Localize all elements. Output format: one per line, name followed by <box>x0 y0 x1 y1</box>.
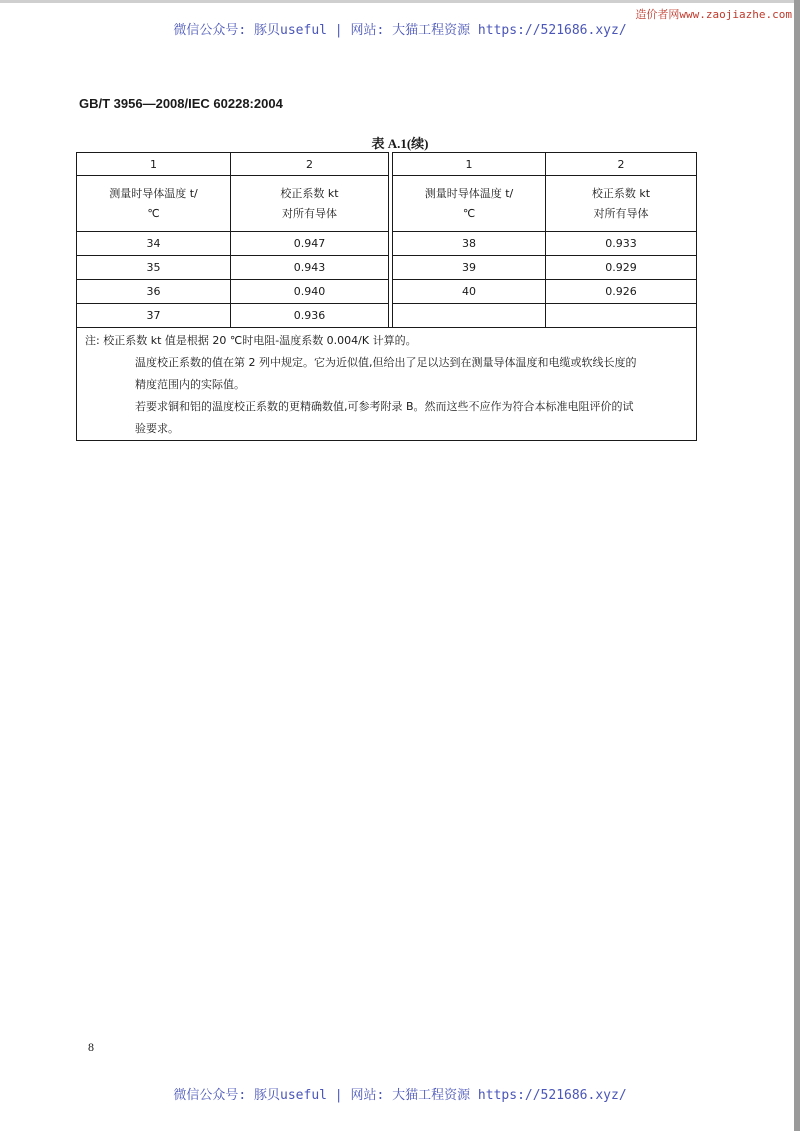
scan-top-edge <box>0 0 800 3</box>
watermark-bottom: 微信公众号: 豚贝useful | 网站: 大猫工程资源 https://521686.xyz/ <box>173 1088 627 1103</box>
page-number: 8 <box>88 1040 94 1054</box>
temperature-cell <box>393 304 546 328</box>
coefficient-cell: 0.940 <box>231 280 389 304</box>
header-row <box>77 176 697 232</box>
coefficient-header-scope: 对所有导体 <box>282 206 337 220</box>
note-line: 若要求铜和铝的温度校正系数的更精确数值,可参考附录 B。然而这些不应作为符合本标准电阻评价的试 <box>135 400 634 413</box>
temperature-cell: 39 <box>393 256 546 280</box>
note-row <box>77 328 697 441</box>
coefficient-cell <box>546 304 697 328</box>
temperature-header-label: 测量时导体温度 t/ <box>424 186 514 200</box>
temperature-header-unit: ℃ <box>462 206 476 220</box>
coefficient-cell: 0.933 <box>546 232 697 256</box>
table-row <box>77 256 697 280</box>
temperature-header <box>77 176 231 232</box>
temperature-header <box>393 176 546 232</box>
temperature-cell: 38 <box>393 232 546 256</box>
scan-right-edge <box>794 0 800 1131</box>
column-number: 2 <box>231 153 389 176</box>
note-line: 验要求。 <box>135 422 179 435</box>
temperature-cell: 37 <box>77 304 231 328</box>
note-line: 精度范围内的实际值。 <box>135 378 245 391</box>
coefficient-cell: 0.936 <box>231 304 389 328</box>
table-note <box>77 328 697 441</box>
watermark-corner: 造价者网www.zaojiazhe.com <box>635 8 792 21</box>
table-row <box>77 304 697 328</box>
column-number: 2 <box>546 153 697 176</box>
coefficient-header <box>546 176 697 232</box>
table-row <box>77 280 697 304</box>
temperature-header-label: 测量时导体温度 t/ <box>109 186 198 200</box>
coefficient-header-label: 校正系数 kt <box>280 186 339 200</box>
temperature-cell: 35 <box>77 256 231 280</box>
standard-code: GB/T 3956—2008/IEC 60228:2004 <box>79 96 283 111</box>
note-line: 温度校正系数的值在第 2 列中规定。它为近似值,但给出了足以达到在测量导体温度和电缆或软线长度的 <box>135 356 637 369</box>
coefficient-cell: 0.947 <box>231 232 389 256</box>
table-row <box>77 232 697 256</box>
temperature-header-unit: ℃ <box>147 206 160 220</box>
coefficient-cell: 0.943 <box>231 256 389 280</box>
correction-factor-table <box>76 152 697 441</box>
column-number-row <box>77 153 697 176</box>
column-number: 1 <box>393 153 546 176</box>
note-line: 注: 校正系数 kt 值是根据 20 ℃时电阻-温度系数 0.004/K 计算的。 <box>85 334 417 347</box>
temperature-cell: 36 <box>77 280 231 304</box>
watermark-top: 微信公众号: 豚贝useful | 网站: 大猫工程资源 https://521686.xyz/ <box>173 23 627 38</box>
temperature-cell: 40 <box>393 280 546 304</box>
coefficient-header-scope: 对所有导体 <box>593 206 649 220</box>
coefficient-cell: 0.929 <box>546 256 697 280</box>
temperature-cell: 34 <box>77 232 231 256</box>
column-number: 1 <box>77 153 231 176</box>
coefficient-cell: 0.926 <box>546 280 697 304</box>
table-title: 表 A.1(续) <box>371 136 429 151</box>
coefficient-header-label: 校正系数 kt <box>591 186 651 200</box>
coefficient-header <box>231 176 389 232</box>
